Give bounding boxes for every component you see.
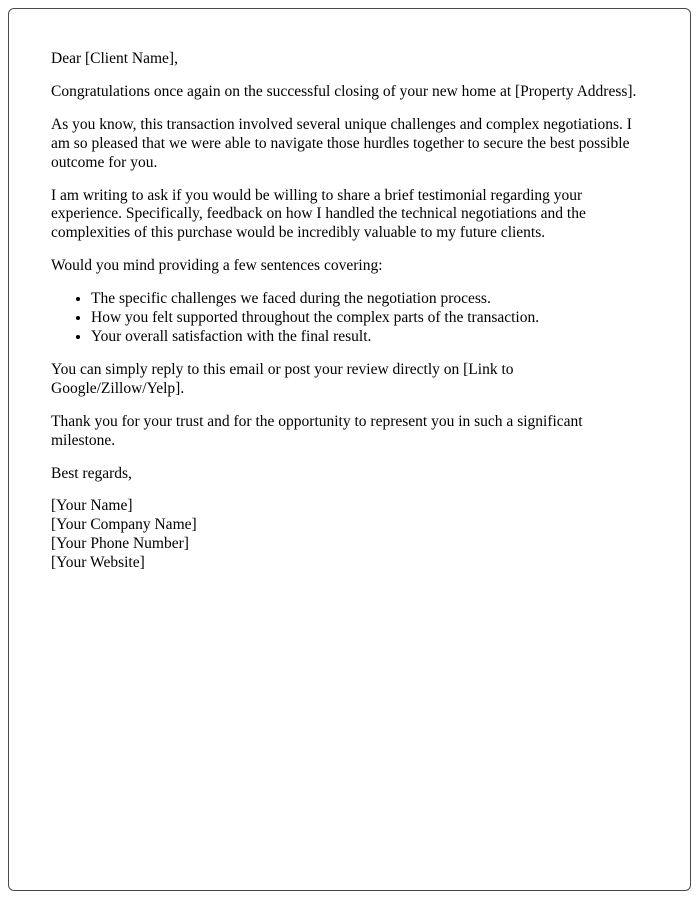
signature-line-phone: [Your Phone Number] [51,535,189,553]
signature-line-website: [Your Website] [51,554,145,572]
list-item-support: • How you felt supported throughout the complex parts of the transaction. [91,309,640,328]
closing: Best regards, [51,464,132,482]
list-item-challenges: • The specific challenges we faced during the negotiation process. [91,290,640,309]
signature-line-company: [Your Company Name] [51,516,197,534]
signature-line-name: [Your Name] [51,497,133,515]
letter-content [9,9,690,573]
paragraph-testimonial-request: I am writing to ask if you would be willing to share a brief testimonial regarding your experience. Specifically, feedback on how I handled the technical negotiations and the complexities of this purchase would be incredibly valuable to my future clients. [51,186,586,242]
paragraph-bullet-intro: Would you mind providing a few sentences covering: [51,257,383,275]
letter-page [8,8,691,891]
list-item-satisfaction: • Your overall satisfaction with the final result. [91,328,640,347]
paragraph-transaction-challenges: As you know, this transaction involved several unique challenges and complex negotiations. I am so pleased that we were able to navigate those hurdles together to secure the best possible outcome for you. [51,115,632,171]
paragraph-reply-instructions: You can simply reply to this email or post your review directly on [Link to Google/Zillow/Yelp]. [51,360,514,397]
signature-block [51,497,640,573]
paragraph-congratulations: Congratulations once again on the successful closing of your new home at [Property Address]. [51,82,637,100]
testimonial-points-list [51,290,640,347]
paragraph-thank-you: Thank you for your trust and for the opportunity to represent you in such a significant milestone. [51,412,583,449]
salutation: Dear [Client Name], [51,50,178,67]
